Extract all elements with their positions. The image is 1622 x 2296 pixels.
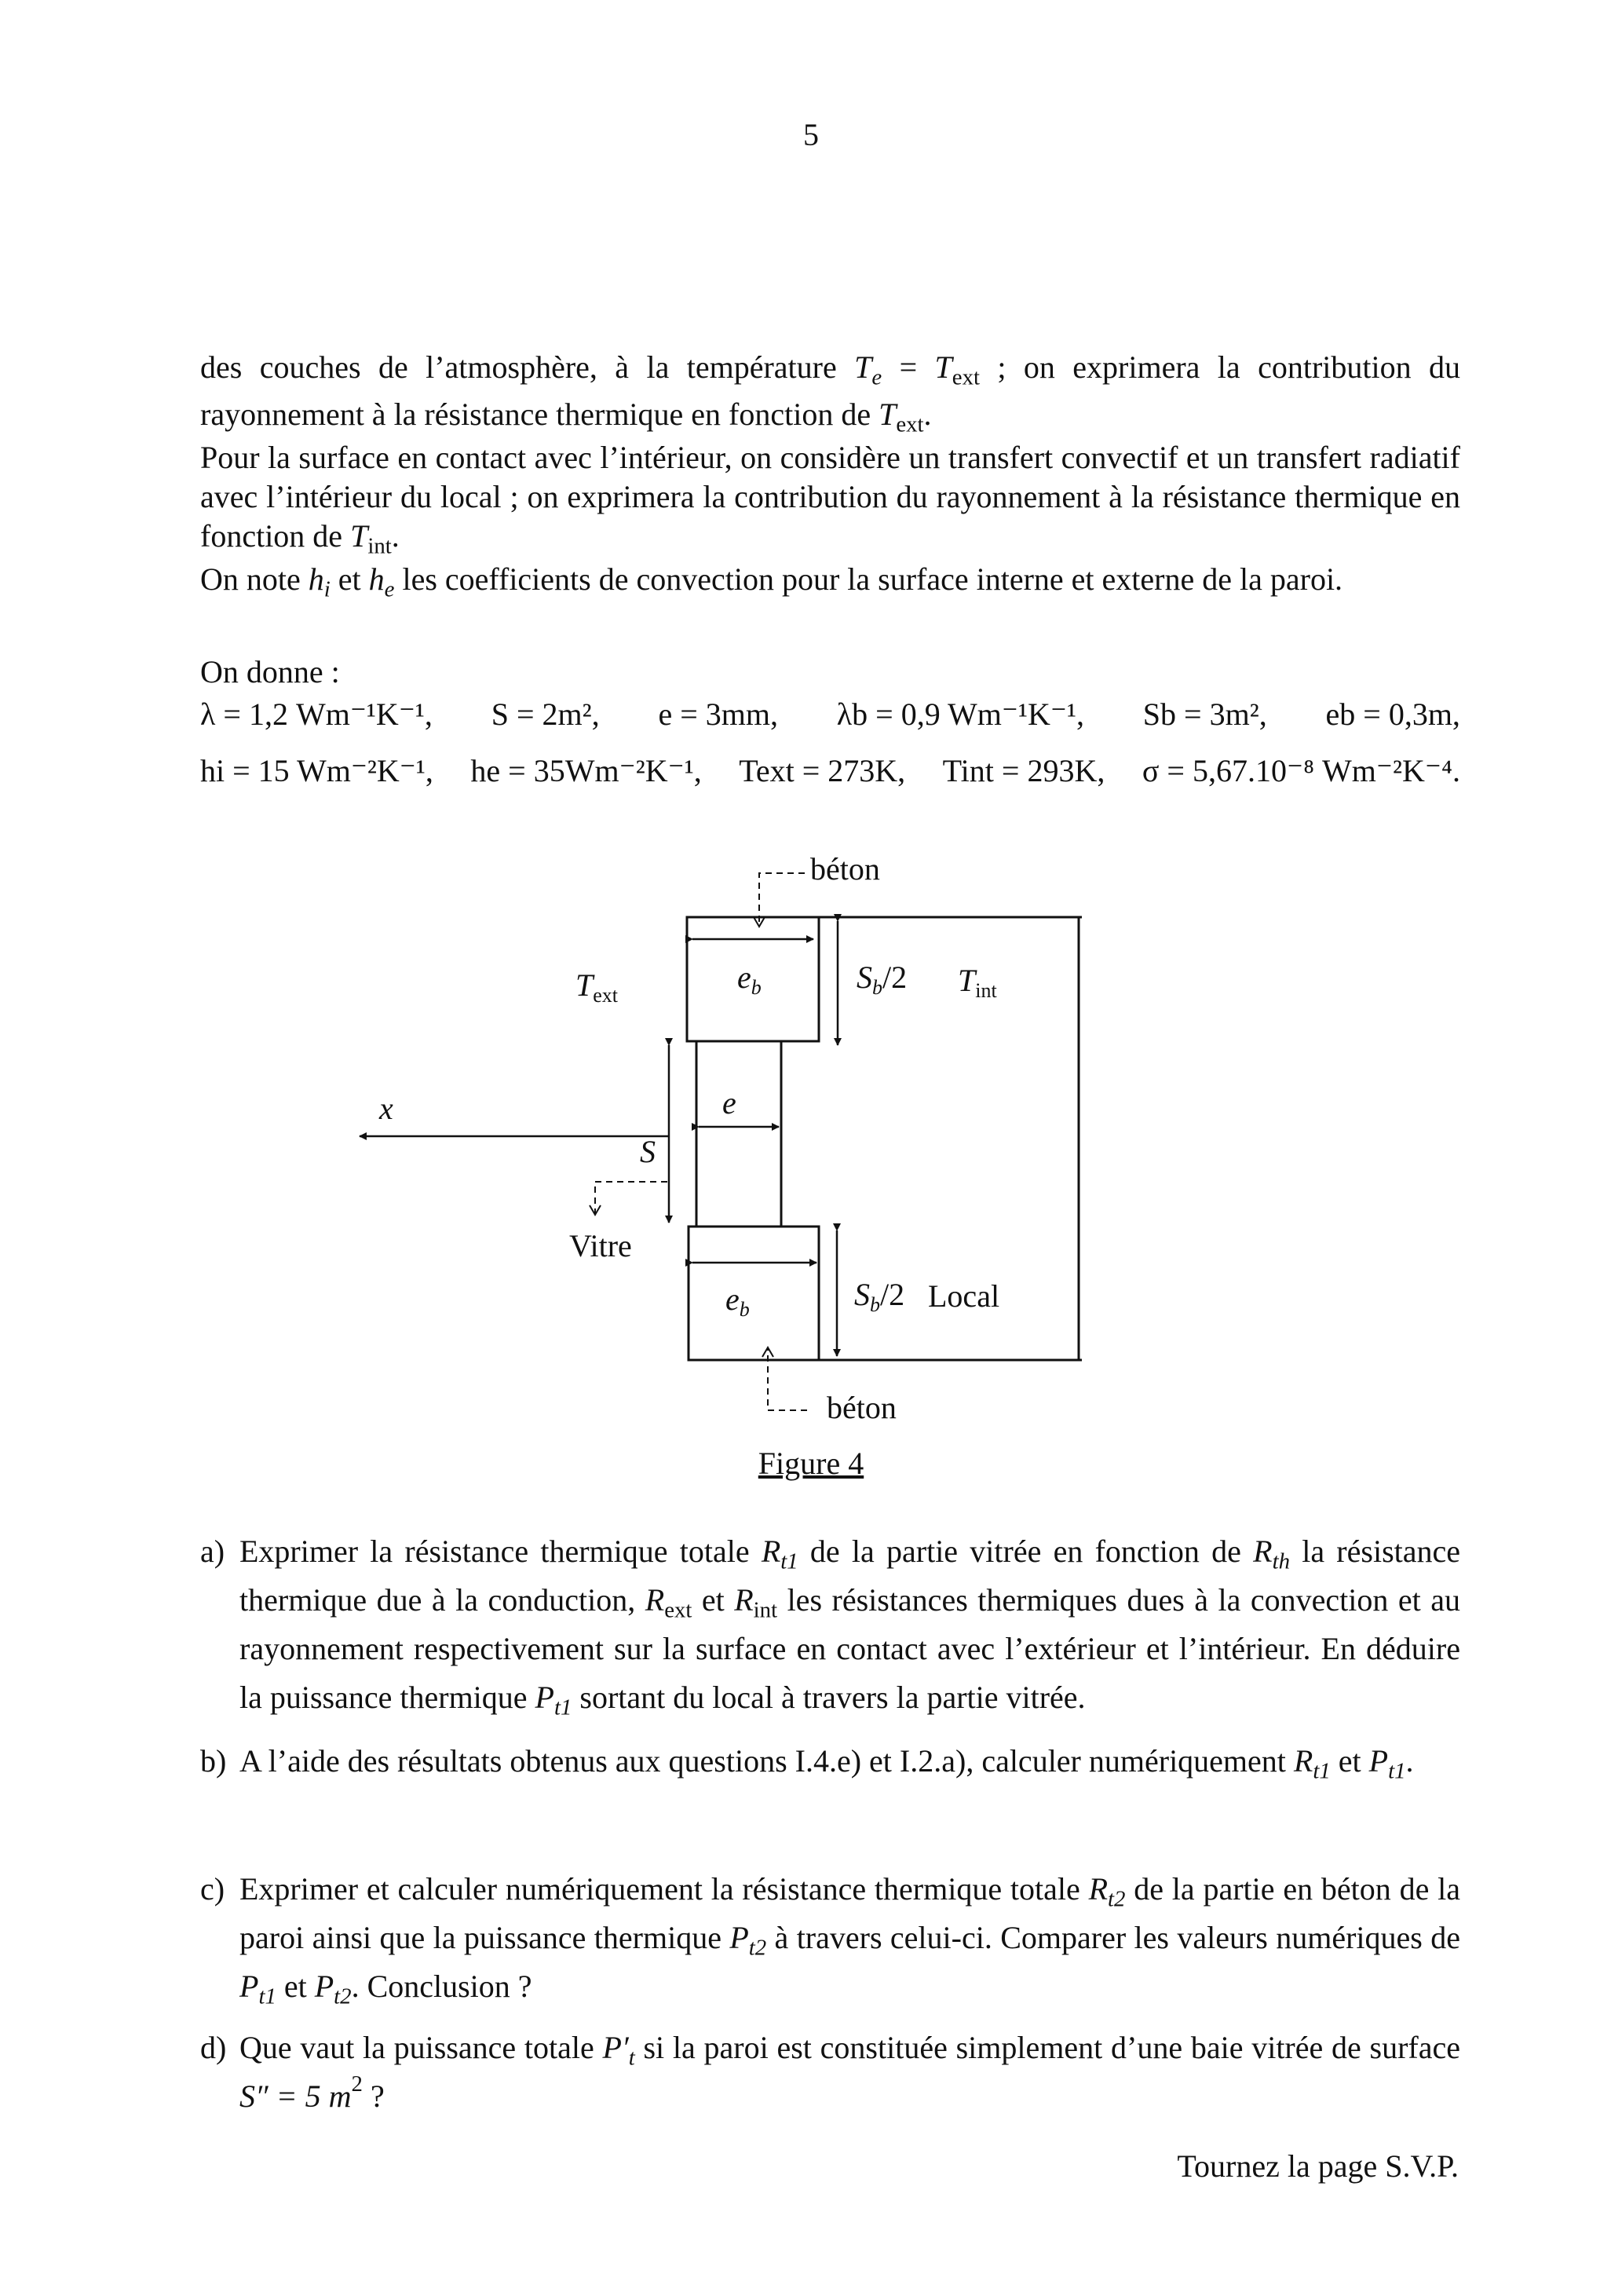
intro-text bbox=[200, 344, 1460, 603]
figure-4-diagram bbox=[0, 832, 1622, 1445]
beton-top-pointer bbox=[759, 873, 805, 923]
given-he: he = 35Wm⁻²K⁻¹, bbox=[470, 753, 702, 788]
given-sb: Sb = 3m², bbox=[1142, 696, 1267, 732]
question-a: a) Exprimer la résistance thermique totale $R_{t1}$ de la partie vitrée en fonction de $R_{th}$ la résistance thermique due à la conduction, $R_{ext}$ et $R_{int}$ les résistances thermiques dues à la convection et au rayonnement respectivement sur la surface en contact avec l’extérieur et l’intérieur. En déduire la puissance thermique $P_{t1}$ sortant du local à travers la partie vitrée. bbox=[200, 1527, 1460, 1722]
intro-paragraph-2: Pour la surface en contact avec l’intérieur, on considère un transfert convectif et un transfert radiatif avec l’intérieur du local ; on exprimera la contribution du rayonnement à la résistance thermique en fonction de $T_{int}$. bbox=[200, 440, 1460, 559]
question-b: b) A l’aide des résultats obtenus aux questions I.4.e) et I.2.a), calculer numériquement $R_{t1}$ et $P_{t1}$. bbox=[200, 1737, 1460, 1786]
beton-bottom-pointer bbox=[768, 1347, 807, 1410]
label-e: e bbox=[722, 1085, 736, 1121]
vitre-pane bbox=[696, 1041, 781, 1227]
beton-block-bottom bbox=[689, 1227, 819, 1360]
given-eb: eb = 0,3m, bbox=[1325, 696, 1460, 732]
given-sigma: σ = 5,67.10⁻⁸ Wm⁻²K⁻⁴. bbox=[1142, 753, 1460, 788]
given-hi: hi = 15 Wm⁻²K⁻¹, bbox=[200, 753, 433, 788]
label-x: x bbox=[379, 1091, 393, 1126]
given-lambda: λ = 1,2 Wm⁻¹K⁻¹, bbox=[200, 696, 433, 732]
label-beton-bottom: béton bbox=[827, 1390, 897, 1425]
label-beton-top: béton bbox=[810, 851, 880, 887]
footer-turn-page: Tournez la page S.V.P. bbox=[1177, 2148, 1459, 2184]
label-eb-bottom: $e_b$ bbox=[725, 1281, 750, 1321]
figure-caption: Figure 4 bbox=[758, 1446, 864, 1481]
intro-paragraph-1: des couches de l’atmosphère, à la température $T_e = T_{ext}$ ; on exprimera la contribution du rayonnement à la résistance thermique en fonction de $T_{ext}$. bbox=[200, 349, 1460, 437]
question-d-tag: d) bbox=[200, 2030, 227, 2065]
label-t-int: $T_{int}$ bbox=[958, 963, 997, 1002]
label-eb-top: $e_b$ bbox=[737, 960, 762, 999]
given-line-2 bbox=[200, 752, 1460, 799]
given-heading: On donne : bbox=[200, 654, 340, 689]
label-t-ext: $T_{ext}$ bbox=[575, 967, 619, 1007]
label-s: S bbox=[640, 1134, 656, 1169]
intro-paragraph-3: On note $h_i$ et $h_e$ les coefficients de convection pour la surface interne et externe de la paroi. bbox=[200, 561, 1343, 602]
question-d: d) Que vaut la puissance totale $P'_t$ si la paroi est constituée simplement d’une baie vitrée de surface S″ = 5 $m^2$ ? bbox=[200, 2024, 1460, 2121]
label-vitre: Vitre bbox=[569, 1228, 632, 1263]
question-b-tag: b) bbox=[200, 1743, 227, 1779]
question-c-tag: c) bbox=[200, 1871, 225, 1907]
question-c: c) Exprimer et calculer numériquement la résistance thermique totale $R_{t2}$ de la partie en béton de la paroi ainsi que la puissance thermique $P_{t2}$ à travers celui-ci. Comparer les valeurs numériques de $P_{t1}$ et $P_{t2}$. Conclusion ? bbox=[200, 1865, 1460, 2011]
given-e: e = 3mm, bbox=[658, 696, 778, 732]
page-number: 5 bbox=[803, 117, 819, 152]
question-a-tag: a) bbox=[200, 1534, 225, 1569]
given-text: Text = 273K, bbox=[739, 753, 906, 788]
label-sb-bottom: $S_b/2$ bbox=[854, 1277, 905, 1316]
given-tint: Tint = 293K, bbox=[942, 753, 1105, 788]
label-local: Local bbox=[928, 1278, 1000, 1314]
given-line-1 bbox=[200, 696, 1460, 743]
vitre-pointer bbox=[595, 1182, 669, 1215]
given-lambda-b: λb = 0,9 Wm⁻¹K⁻¹, bbox=[836, 696, 1084, 732]
label-sb-top: $S_b/2$ bbox=[857, 960, 908, 999]
given-s: S = 2m², bbox=[491, 696, 600, 732]
